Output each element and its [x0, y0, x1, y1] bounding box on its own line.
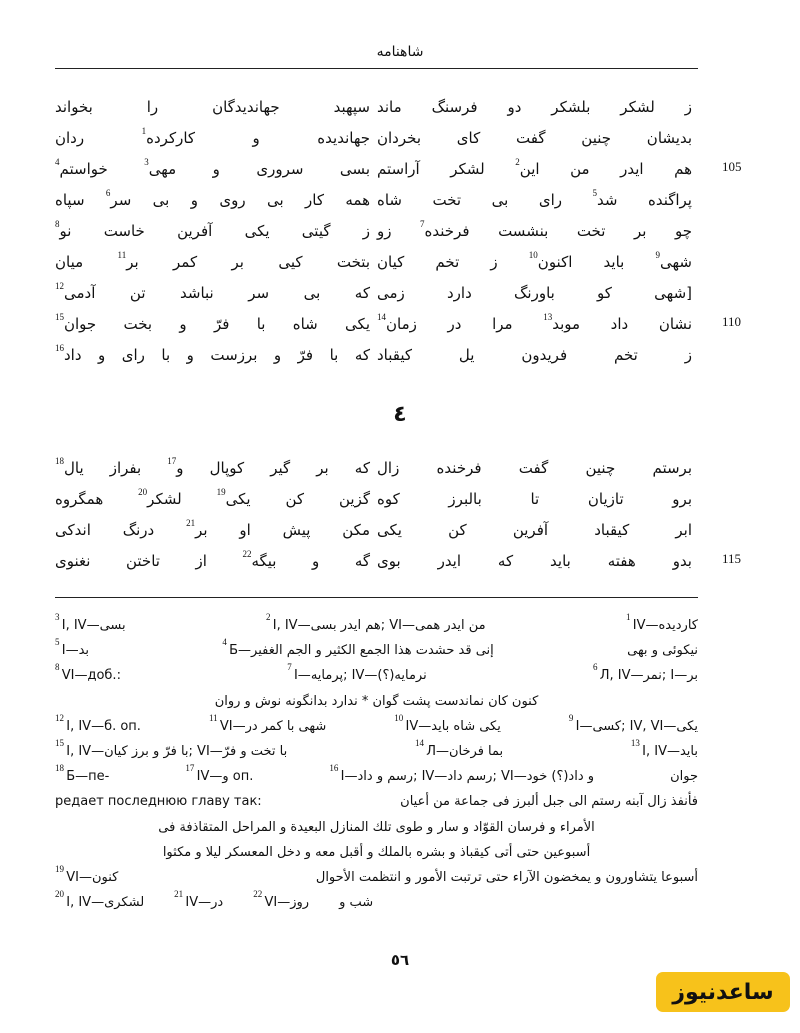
- hemistich-text: که با فرّ و برزست و با رای و داد: [64, 346, 370, 364]
- footnote-number: 7: [287, 662, 294, 673]
- footnote-text: أسبوعا يتشاورون و يمخضون الآراء حتى ترتبت الأمور و انتظمت الأحوال: [315, 869, 698, 885]
- footnote: [215, 690, 539, 715]
- footnote-text: I, IV—بسی: [61, 618, 126, 633]
- footnote-text: شب و: [339, 895, 374, 911]
- hemistich-right: [377, 95, 692, 119]
- page-number: ٥٦: [390, 951, 410, 969]
- footnote-text: I, IV—لشکری: [66, 895, 145, 911]
- footnote-text: VI—доб.:: [61, 668, 121, 684]
- hemistich-left: [55, 343, 370, 367]
- footnote-number: 11: [208, 712, 220, 723]
- footnote-text: IV—و оп.: [196, 769, 254, 785]
- hemistich-left: [55, 188, 370, 212]
- hemistich-text: [شهی کو باورنگ دارد زمی: [377, 284, 692, 302]
- hemistich-text: نشان داد موبد: [552, 315, 692, 333]
- footnote-line: [55, 863, 698, 891]
- footnote-text: Л, IV—نمر; I—بر: [599, 668, 698, 684]
- hemistich-right: [377, 487, 692, 511]
- hemistich-text: رای بی تخت شاه: [377, 191, 593, 209]
- footnote-line: [55, 891, 698, 916]
- verse-row: [0, 312, 800, 343]
- footnote-line: [55, 639, 698, 664]
- footnote: [253, 891, 309, 916]
- footnote: [414, 737, 504, 765]
- hemistich-right: [377, 281, 692, 305]
- hemistich-text: مکن پیش او بر: [195, 521, 370, 539]
- footnote-marker: 2: [515, 157, 520, 167]
- footnote: [55, 863, 119, 891]
- footnote-marker: 15: [55, 312, 64, 322]
- footnote-marker: 4: [55, 157, 60, 167]
- hemistich-text: ابر کیقباد آفرین کن یکی: [377, 521, 692, 539]
- footnote-marker: 7: [420, 219, 425, 229]
- footnote-marker: 20: [138, 487, 148, 497]
- footnote-number: 5: [55, 637, 62, 648]
- hemistich-left: [55, 487, 370, 511]
- footnote: [158, 816, 595, 841]
- footnote-text: IV—کاردیده: [632, 618, 698, 633]
- footnote: [222, 639, 493, 664]
- footnote: [55, 712, 141, 740]
- footnote-number: 9: [568, 712, 576, 723]
- hemistich-text: ردان: [55, 129, 142, 147]
- hemistich-text: زو: [377, 222, 421, 240]
- footnote-marker: 19: [216, 487, 226, 497]
- hemistich-text: گزین کن یکی: [225, 490, 370, 508]
- footnote-text: VI—شهی با کمر در: [219, 718, 327, 734]
- footnote-text: فأنفذ زال آبنه رستم الى جبل ألبرز فى جماعة من أعيان: [400, 794, 698, 810]
- hemistich-text: که بر گیر کوپال و: [176, 459, 370, 477]
- footnote-text: I, IV—هم ایدر بسی; VI—من ایدر همی: [272, 618, 486, 633]
- footnote-text: Л—بما فرخان: [426, 743, 504, 759]
- footnote: [174, 891, 223, 916]
- footnote-line: [55, 614, 698, 639]
- footnote-text: I—بد: [61, 643, 90, 659]
- footnote: [287, 664, 427, 689]
- hemistich-left: [55, 219, 370, 243]
- footnote-marker: 10: [528, 250, 538, 260]
- footnote-number: 3: [55, 612, 62, 622]
- footnote-text: Б—إنی قد حشدت هذا الجمع الكثير و الجم الغفير: [229, 643, 494, 659]
- verse-row: [0, 95, 800, 126]
- hemistich-text: از تاختن نغنوی: [55, 552, 243, 570]
- footnote: [627, 639, 698, 664]
- footnote-marker: 14: [377, 312, 386, 322]
- footnote-number: 19: [55, 863, 67, 874]
- footnote-text: IV—در: [185, 895, 224, 911]
- footnote-text: جوان: [670, 769, 698, 785]
- hemistich-right: [377, 157, 692, 181]
- hemistich-text: بفراز یال: [64, 459, 168, 477]
- hemistich-left: [55, 518, 370, 542]
- footnote: [185, 765, 253, 790]
- footnote: [593, 664, 698, 689]
- hemistich-text: چو بر تخت بنشست فرخنده: [424, 222, 692, 240]
- hemistich-text: لشکر: [147, 490, 217, 508]
- footnote: [55, 639, 89, 664]
- hemistich-right: [377, 312, 692, 336]
- footnote-number: 20: [55, 889, 67, 900]
- footnote-marker: 11: [117, 250, 127, 260]
- footnote-number: 12: [55, 712, 67, 723]
- hemistich-right: [377, 518, 692, 542]
- footnote-number: 6: [593, 662, 600, 673]
- hemistich-text: باید اکنون: [537, 253, 656, 271]
- footnotes: [55, 614, 698, 916]
- hemistich-left: [55, 549, 370, 573]
- hemistich-text: سپهبد جهاندیدگان را بخواند: [55, 98, 370, 116]
- verse-row: [0, 456, 800, 487]
- hemistich-text: که بی سر نباشد تن آدمی: [64, 284, 370, 302]
- footnote-text: أسبوعين حتى أتى كيقباذ و بشره بالملك و أقبل معه و دخل المعسكر ليلا و مكثوا: [162, 844, 591, 860]
- hemistich-text: پراگنده شد: [597, 191, 692, 209]
- hemistich-text: بتخت کیی بر کمر بر: [126, 253, 370, 271]
- footnote-text: I, IV—б. оп.: [66, 718, 141, 734]
- footnote-number: 8: [55, 662, 62, 673]
- footnote-marker: 13: [543, 312, 553, 322]
- line-number: 110: [722, 314, 742, 329]
- footnote-text: IV—یکی شاه باید: [405, 718, 501, 734]
- hemistich-right: [377, 250, 692, 274]
- hemistich-text: ز گیتی یکی آفرین خاست نو: [59, 222, 370, 240]
- hemistich-left: [55, 312, 370, 336]
- footnote: [568, 712, 698, 740]
- footnote: [55, 891, 144, 916]
- footnote: [55, 765, 109, 790]
- hemistich-text: برو تازیان تا بالبرز کوه: [377, 490, 692, 508]
- footnote-text: VI—روز: [264, 895, 310, 911]
- line-number: 115: [722, 551, 742, 566]
- hemistich-text: لشکر آراستم: [377, 160, 516, 178]
- footnote: [339, 891, 373, 916]
- hemistich-text: یکی شاه با فرّ و بخت جوان: [64, 315, 370, 333]
- hemistich-text: بسی سروری و مهی: [148, 160, 370, 178]
- footnote-marker: 9: [655, 250, 660, 260]
- footnote-text: کنون کان نماندست پشت گوان * ندارد بدانگونه نوش و روان: [214, 693, 539, 709]
- footnote-line: [55, 816, 698, 841]
- footnote-number: 2: [266, 612, 273, 622]
- footnote-text: نیکوئی و بهی: [627, 643, 698, 659]
- footnote-text: I—پرمایه; IV—نرمایه(؟): [293, 668, 427, 684]
- footnote-text: I, IV—باید: [642, 743, 698, 759]
- footnote-number: 1: [626, 612, 633, 622]
- hemistich-right: [377, 219, 692, 243]
- hemistich-left: [55, 157, 370, 181]
- line-number: 105: [722, 159, 742, 174]
- verse-row: [0, 518, 800, 549]
- footnote-marker: 16: [55, 343, 64, 353]
- footnote-text: VI—کنون: [66, 869, 119, 885]
- footnote-line: [55, 690, 698, 715]
- hemistich-left: [55, 250, 370, 274]
- footnote-rule: [55, 597, 698, 598]
- footnote-marker: 21: [186, 518, 196, 528]
- footnote: [55, 614, 126, 639]
- hemistich-right: [377, 456, 692, 480]
- footnote-marker: 1: [141, 126, 147, 136]
- footnote-number: 4: [222, 637, 230, 648]
- verse-row: [0, 487, 800, 518]
- footnote-text: الأمراء و فرسان القوّاد و سار و طوى تلك المنازل البعيدة و المراحل المتقاذفة فى: [158, 819, 595, 835]
- footnote: [400, 790, 698, 815]
- verse-row: [0, 281, 800, 312]
- hemistich-text: ز لشکر بلشکر دو فرسنگ ماند: [377, 98, 692, 116]
- footnote-line: [55, 841, 698, 866]
- footnote: [55, 790, 262, 815]
- footnote-text: I, IV—با فرّ و برز کیان; VI—با تخت و فرّ: [66, 743, 288, 759]
- verse-row: [0, 157, 800, 188]
- footnote: [630, 737, 698, 765]
- footnote-number: 13: [630, 737, 643, 748]
- footnote: [55, 737, 288, 765]
- footnote: [208, 712, 327, 740]
- footnote-line: [55, 664, 698, 689]
- footnote-number: 14: [414, 737, 427, 748]
- hemistich-text: همگروه: [55, 490, 139, 508]
- footnote-text: Б—пе-: [66, 769, 110, 785]
- watermark-logo: ساعدنیوز: [656, 972, 790, 1012]
- footnote: [670, 765, 698, 790]
- hemistich-text: مرا در زمان: [386, 315, 544, 333]
- hemistich-text: ز تخم فریدون یل کیقباد: [377, 346, 692, 364]
- footnote-number: 15: [55, 737, 67, 748]
- section-number: ٤: [393, 402, 407, 427]
- footnote: [316, 866, 698, 891]
- hemistich-text: هم ایدر من این: [519, 160, 692, 178]
- footnote-marker: 12: [55, 281, 64, 291]
- hemistich-right: [377, 549, 692, 573]
- footnote-text: редает последнюю главу так:: [55, 794, 262, 810]
- hemistich-text: برستم چنین گفت فرخنده زال: [377, 459, 692, 477]
- verse-row: [0, 126, 800, 157]
- hemistich-text: میان: [55, 253, 118, 271]
- footnote-number: 18: [55, 763, 67, 774]
- verse-row: [0, 549, 800, 580]
- footnote-marker: 17: [167, 456, 177, 466]
- verse-row: [0, 250, 800, 281]
- footnote-line: [55, 790, 698, 815]
- header-rule: [55, 68, 698, 69]
- hemistich-text: خواستم: [59, 160, 145, 178]
- hemistich-text: بدیشان چنین گفت کای بخردان: [377, 129, 692, 147]
- hemistich-text: سپاه: [55, 191, 106, 209]
- hemistich-right: [377, 126, 692, 150]
- hemistich-right: [377, 188, 692, 212]
- hemistich-text: درنگ اندکی: [55, 521, 187, 539]
- hemistich-left: [55, 95, 370, 119]
- hemistich-text: بدو هفته باید که ایدر بوی: [377, 552, 692, 570]
- footnote-marker: 6: [105, 188, 111, 198]
- footnote: [329, 765, 594, 790]
- footnote-line: [55, 765, 698, 790]
- footnote-text: I—کسی; IV, VI—یکی: [575, 718, 698, 734]
- verse-row: [0, 343, 800, 374]
- footnote-number: 21: [174, 889, 186, 900]
- footnote-marker: 18: [55, 456, 64, 466]
- footnote-line: [55, 737, 698, 765]
- hemistich-text: ز تخم کیان: [377, 253, 529, 271]
- footnote: [163, 841, 590, 866]
- footnote-number: 10: [394, 712, 406, 723]
- hemistich-text: جهاندیده و کارکرده: [146, 129, 371, 147]
- footnote-text: I—رسم و داد; IV—رسم داد; VI—و داد(؟) خود: [340, 769, 595, 785]
- verse-row: [0, 219, 800, 250]
- footnote: [266, 614, 486, 639]
- footnote-number: 17: [185, 763, 197, 774]
- hemistich-right: [377, 343, 692, 367]
- footnote: [626, 614, 698, 639]
- hemistich-text: گه و بیگه: [251, 552, 370, 570]
- footnote-marker: 22: [242, 549, 252, 559]
- verse-row: [0, 188, 800, 219]
- footnote: [394, 712, 501, 740]
- hemistich-left: [55, 456, 370, 480]
- footnote-marker: 8: [55, 219, 60, 229]
- hemistich-text: همه کار بی روی و بی سر: [110, 191, 371, 209]
- hemistich-left: [55, 281, 370, 305]
- footnote-marker: 5: [592, 188, 597, 198]
- hemistich-left: [55, 126, 370, 150]
- footnote-number: 22: [253, 889, 265, 900]
- hemistich-text: شهی: [660, 253, 692, 271]
- footnote-number: 16: [329, 763, 341, 774]
- running-header: شاهنامه: [376, 44, 424, 60]
- footnote-line: [55, 712, 698, 740]
- footnote: [55, 664, 121, 689]
- footnote-marker: 3: [144, 157, 149, 167]
